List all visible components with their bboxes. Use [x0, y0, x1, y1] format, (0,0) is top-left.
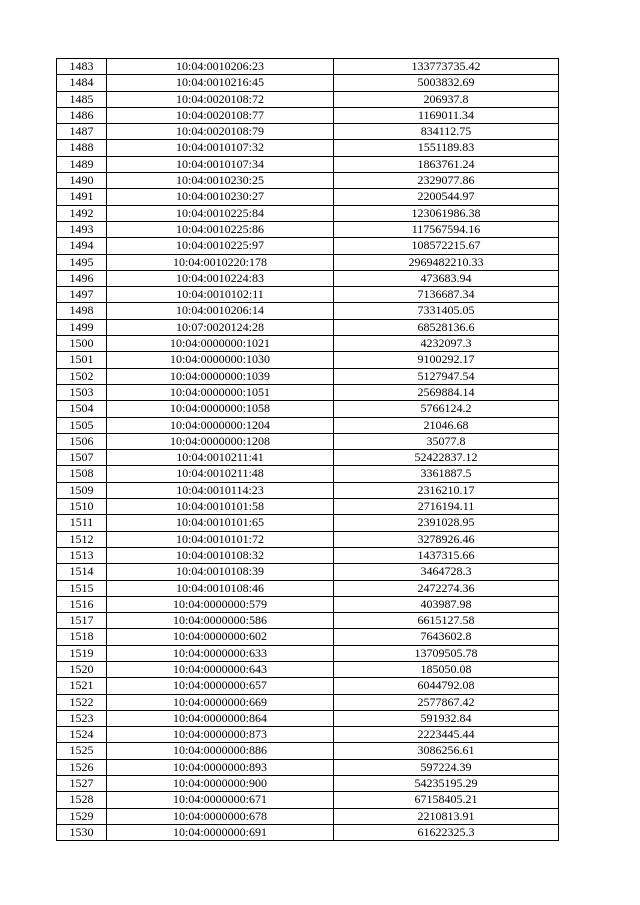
cadastral-number-cell: 10:04:0020108:79 — [107, 124, 334, 140]
table-row — [57, 91, 559, 107]
table-row — [57, 336, 559, 352]
cadastral-value-cell: 5127947.54 — [334, 368, 559, 384]
cadastral-value-cell: 117567594.16 — [334, 221, 559, 237]
cadastral-value-cell: 206937.8 — [334, 91, 559, 107]
row-number-cell: 1526 — [57, 759, 107, 775]
table-row — [57, 531, 559, 547]
row-number-cell: 1490 — [57, 173, 107, 189]
row-number-cell: 1522 — [57, 694, 107, 710]
cadastral-value-cell: 2716194.11 — [334, 499, 559, 515]
cadastral-number-cell: 10:04:0010220:178 — [107, 254, 334, 270]
cadastral-number-cell: 10:04:0010230:27 — [107, 189, 334, 205]
row-number-cell: 1489 — [57, 156, 107, 172]
table-row — [57, 466, 559, 482]
cadastral-value-table — [56, 58, 559, 841]
row-number-cell: 1514 — [57, 564, 107, 580]
table-row — [57, 515, 559, 531]
row-number-cell: 1519 — [57, 645, 107, 661]
row-number-cell: 1484 — [57, 75, 107, 91]
table-row — [57, 433, 559, 449]
table-row — [57, 482, 559, 498]
cadastral-value-cell: 2577867.42 — [334, 694, 559, 710]
row-number-cell: 1527 — [57, 776, 107, 792]
cadastral-value-cell: 5766124.2 — [334, 401, 559, 417]
cadastral-value-cell: 2472274.36 — [334, 580, 559, 596]
row-number-cell: 1516 — [57, 596, 107, 612]
table-row — [57, 303, 559, 319]
table-row — [57, 613, 559, 629]
cadastral-value-cell: 3278926.46 — [334, 531, 559, 547]
cadastral-number-cell: 10:04:0000000:893 — [107, 759, 334, 775]
table-row — [57, 140, 559, 156]
cadastral-value-cell: 834112.75 — [334, 124, 559, 140]
cadastral-number-cell: 10:04:0000000:678 — [107, 808, 334, 824]
cadastral-value-cell: 21046.68 — [334, 417, 559, 433]
cadastral-number-cell: 10:04:0010216:45 — [107, 75, 334, 91]
cadastral-number-cell: 10:04:0010102:11 — [107, 287, 334, 303]
cadastral-value-cell: 2223445.44 — [334, 727, 559, 743]
cadastral-value-cell: 185050.08 — [334, 661, 559, 677]
row-number-cell: 1528 — [57, 792, 107, 808]
cadastral-value-cell: 9100292.17 — [334, 352, 559, 368]
cadastral-number-cell: 10:04:0000000:1021 — [107, 336, 334, 352]
cadastral-number-cell: 10:04:0000000:900 — [107, 776, 334, 792]
table-row — [57, 694, 559, 710]
table-row — [57, 450, 559, 466]
cadastral-value-cell: 6615127.58 — [334, 613, 559, 629]
cadastral-value-cell: 52422837.12 — [334, 450, 559, 466]
row-number-cell: 1530 — [57, 824, 107, 840]
cadastral-value-cell: 123061986.38 — [334, 205, 559, 221]
cadastral-number-cell: 10:04:0010225:97 — [107, 238, 334, 254]
cadastral-value-cell: 4232097.3 — [334, 336, 559, 352]
cadastral-number-cell: 10:04:0000000:886 — [107, 743, 334, 759]
table-row — [57, 792, 559, 808]
cadastral-value-cell: 2969482210.33 — [334, 254, 559, 270]
cadastral-value-cell: 67158405.21 — [334, 792, 559, 808]
table-row — [57, 417, 559, 433]
table-row — [57, 678, 559, 694]
cadastral-value-cell: 68528136.6 — [334, 319, 559, 335]
table-row — [57, 287, 559, 303]
cadastral-value-cell: 3361887.5 — [334, 466, 559, 482]
row-number-cell: 1496 — [57, 270, 107, 286]
table-row — [57, 808, 559, 824]
row-number-cell: 1517 — [57, 613, 107, 629]
cadastral-number-cell: 10:04:0000000:602 — [107, 629, 334, 645]
cadastral-number-cell: 10:04:0010211:48 — [107, 466, 334, 482]
row-number-cell: 1512 — [57, 531, 107, 547]
table-body — [57, 59, 559, 841]
cadastral-number-cell: 10:07:0020124:28 — [107, 319, 334, 335]
table-row — [57, 776, 559, 792]
cadastral-value-cell: 591932.84 — [334, 710, 559, 726]
table-row — [57, 661, 559, 677]
cadastral-number-cell: 10:04:0000000:864 — [107, 710, 334, 726]
cadastral-number-cell: 10:04:0020108:72 — [107, 91, 334, 107]
cadastral-number-cell: 10:04:0010108:39 — [107, 564, 334, 580]
cadastral-number-cell: 10:04:0010225:84 — [107, 205, 334, 221]
cadastral-number-cell: 10:04:0010107:34 — [107, 156, 334, 172]
cadastral-number-cell: 10:04:0010225:86 — [107, 221, 334, 237]
row-number-cell: 1511 — [57, 515, 107, 531]
cadastral-number-cell: 10:04:0000000:586 — [107, 613, 334, 629]
cadastral-number-cell: 10:04:0020108:77 — [107, 107, 334, 123]
cadastral-value-cell: 61622325.3 — [334, 824, 559, 840]
cadastral-number-cell: 10:04:0000000:1204 — [107, 417, 334, 433]
table-row — [57, 270, 559, 286]
table-row — [57, 238, 559, 254]
cadastral-number-cell: 10:04:0010108:32 — [107, 547, 334, 563]
cadastral-number-cell: 10:04:0010224:83 — [107, 270, 334, 286]
table-row — [57, 629, 559, 645]
cadastral-value-cell: 403987.98 — [334, 596, 559, 612]
table-row — [57, 727, 559, 743]
cadastral-number-cell: 10:04:0000000:579 — [107, 596, 334, 612]
table-row — [57, 401, 559, 417]
table-row — [57, 547, 559, 563]
row-number-cell: 1491 — [57, 189, 107, 205]
table-row — [57, 596, 559, 612]
row-number-cell: 1521 — [57, 678, 107, 694]
cadastral-value-cell: 7643602.8 — [334, 629, 559, 645]
cadastral-number-cell: 10:04:0010101:72 — [107, 531, 334, 547]
cadastral-number-cell: 10:04:0000000:633 — [107, 645, 334, 661]
cadastral-number-cell: 10:04:0010108:46 — [107, 580, 334, 596]
table-row — [57, 564, 559, 580]
row-number-cell: 1501 — [57, 352, 107, 368]
cadastral-number-cell: 10:04:0010114:23 — [107, 482, 334, 498]
row-number-cell: 1494 — [57, 238, 107, 254]
cadastral-value-cell: 13709505.78 — [334, 645, 559, 661]
cadastral-number-cell: 10:04:0010101:65 — [107, 515, 334, 531]
row-number-cell: 1518 — [57, 629, 107, 645]
table-row — [57, 319, 559, 335]
cadastral-value-cell: 1863761.24 — [334, 156, 559, 172]
cadastral-value-cell: 2329077.86 — [334, 173, 559, 189]
row-number-cell: 1502 — [57, 368, 107, 384]
cadastral-number-cell: 10:04:0010206:14 — [107, 303, 334, 319]
row-number-cell: 1486 — [57, 107, 107, 123]
cadastral-number-cell: 10:04:0010107:32 — [107, 140, 334, 156]
table-row — [57, 368, 559, 384]
row-number-cell: 1505 — [57, 417, 107, 433]
row-number-cell: 1483 — [57, 59, 107, 75]
cadastral-number-cell: 10:04:0000000:671 — [107, 792, 334, 808]
row-number-cell: 1524 — [57, 727, 107, 743]
cadastral-number-cell: 10:04:0000000:669 — [107, 694, 334, 710]
table-row — [57, 173, 559, 189]
cadastral-number-cell: 10:04:0000000:1051 — [107, 384, 334, 400]
cadastral-value-cell: 3086256.61 — [334, 743, 559, 759]
row-number-cell: 1493 — [57, 221, 107, 237]
cadastral-value-cell: 597224.39 — [334, 759, 559, 775]
row-number-cell: 1488 — [57, 140, 107, 156]
row-number-cell: 1498 — [57, 303, 107, 319]
cadastral-value-cell: 7136687.34 — [334, 287, 559, 303]
table-row — [57, 156, 559, 172]
row-number-cell: 1492 — [57, 205, 107, 221]
cadastral-value-cell: 3464728.3 — [334, 564, 559, 580]
table-row — [57, 824, 559, 840]
cadastral-number-cell: 10:04:0000000:1030 — [107, 352, 334, 368]
table-row — [57, 221, 559, 237]
row-number-cell: 1508 — [57, 466, 107, 482]
row-number-cell: 1510 — [57, 499, 107, 515]
row-number-cell: 1497 — [57, 287, 107, 303]
cadastral-value-cell: 1437315.66 — [334, 547, 559, 563]
row-number-cell: 1520 — [57, 661, 107, 677]
cadastral-value-cell: 7331405.05 — [334, 303, 559, 319]
cadastral-value-cell: 2569884.14 — [334, 384, 559, 400]
cadastral-value-cell: 5003832.69 — [334, 75, 559, 91]
row-number-cell: 1507 — [57, 450, 107, 466]
cadastral-value-cell: 1169011.34 — [334, 107, 559, 123]
cadastral-number-cell: 10:04:0000000:1039 — [107, 368, 334, 384]
cadastral-value-cell: 35077.8 — [334, 433, 559, 449]
table-row — [57, 645, 559, 661]
table-row — [57, 710, 559, 726]
cadastral-number-cell: 10:04:0000000:657 — [107, 678, 334, 694]
cadastral-number-cell: 10:04:0010230:25 — [107, 173, 334, 189]
cadastral-number-cell: 10:04:0000000:873 — [107, 727, 334, 743]
row-number-cell: 1504 — [57, 401, 107, 417]
table-row — [57, 384, 559, 400]
cadastral-number-cell: 10:04:0000000:691 — [107, 824, 334, 840]
row-number-cell: 1529 — [57, 808, 107, 824]
table-row — [57, 189, 559, 205]
cadastral-value-cell: 6044792.08 — [334, 678, 559, 694]
row-number-cell: 1509 — [57, 482, 107, 498]
row-number-cell: 1503 — [57, 384, 107, 400]
cadastral-value-cell: 54235195.29 — [334, 776, 559, 792]
row-number-cell: 1485 — [57, 91, 107, 107]
cadastral-number-cell: 10:04:0000000:643 — [107, 661, 334, 677]
row-number-cell: 1487 — [57, 124, 107, 140]
row-number-cell: 1500 — [57, 336, 107, 352]
cadastral-number-cell: 10:04:0000000:1208 — [107, 433, 334, 449]
cadastral-number-cell: 10:04:0000000:1058 — [107, 401, 334, 417]
table-row — [57, 352, 559, 368]
cadastral-number-cell: 10:04:0010206:23 — [107, 59, 334, 75]
cadastral-value-cell: 2200544.97 — [334, 189, 559, 205]
table-row — [57, 124, 559, 140]
cadastral-number-cell: 10:04:0010101:58 — [107, 499, 334, 515]
row-number-cell: 1515 — [57, 580, 107, 596]
cadastral-value-cell: 108572215.67 — [334, 238, 559, 254]
row-number-cell: 1495 — [57, 254, 107, 270]
row-number-cell: 1513 — [57, 547, 107, 563]
cadastral-value-cell: 2210813.91 — [334, 808, 559, 824]
table-row — [57, 499, 559, 515]
row-number-cell: 1506 — [57, 433, 107, 449]
cadastral-value-cell: 133773735.42 — [334, 59, 559, 75]
row-number-cell: 1499 — [57, 319, 107, 335]
table-row — [57, 254, 559, 270]
cadastral-value-cell: 2391028.95 — [334, 515, 559, 531]
cadastral-value-cell: 2316210.17 — [334, 482, 559, 498]
table-row — [57, 107, 559, 123]
row-number-cell: 1525 — [57, 743, 107, 759]
cadastral-number-cell: 10:04:0010211:41 — [107, 450, 334, 466]
table-row — [57, 580, 559, 596]
table-row — [57, 75, 559, 91]
row-number-cell: 1523 — [57, 710, 107, 726]
table-row — [57, 59, 559, 75]
table-row — [57, 205, 559, 221]
cadastral-value-cell: 473683.94 — [334, 270, 559, 286]
cadastral-value-cell: 1551189.83 — [334, 140, 559, 156]
table-row — [57, 759, 559, 775]
table-row — [57, 743, 559, 759]
